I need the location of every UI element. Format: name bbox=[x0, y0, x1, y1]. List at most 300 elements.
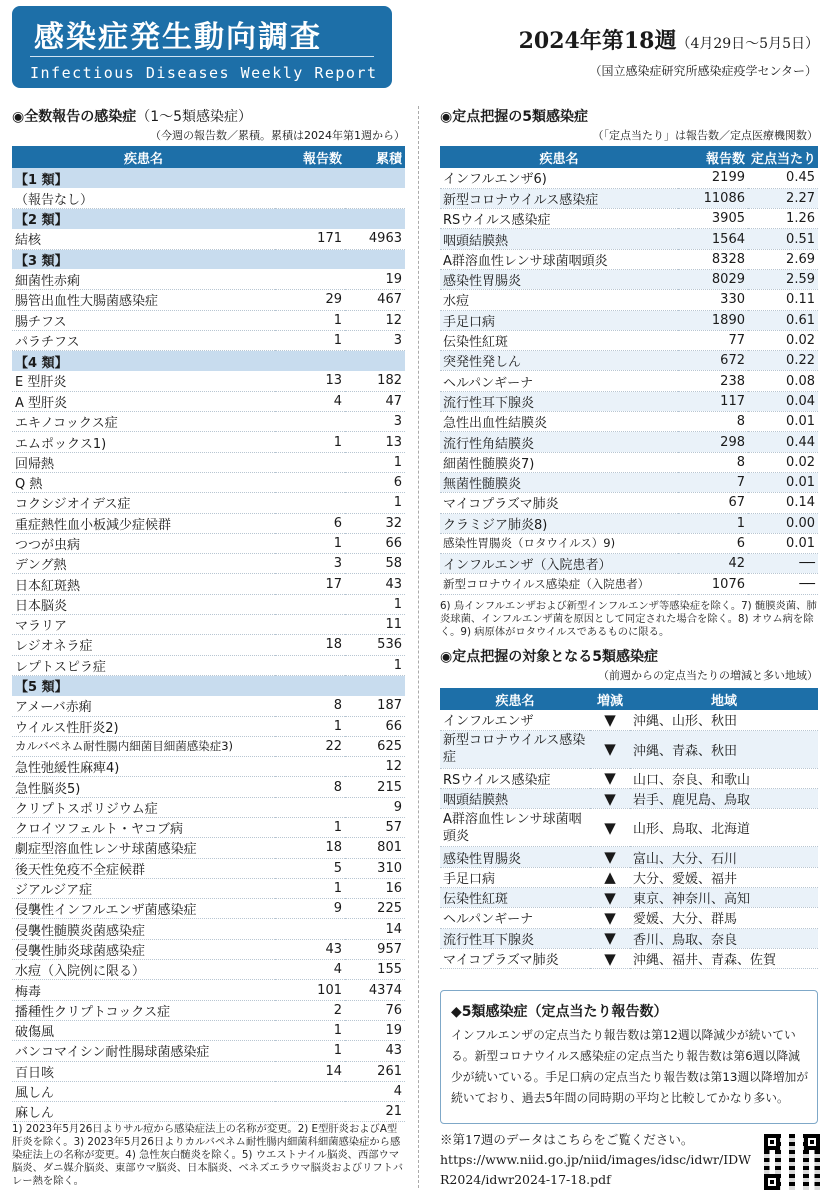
per-sentinel: 2.59 bbox=[748, 269, 818, 289]
per-sentinel: 0.45 bbox=[748, 168, 818, 188]
per-sentinel: 2.27 bbox=[748, 188, 818, 208]
per-sentinel: 0.04 bbox=[748, 391, 818, 411]
table-row bbox=[12, 696, 405, 716]
report-count: 9 bbox=[275, 899, 345, 919]
disease-name: 伝染性紅斑 bbox=[440, 330, 678, 350]
report-count: 1 bbox=[275, 1020, 345, 1040]
table-row bbox=[12, 330, 405, 350]
category-row bbox=[12, 675, 405, 695]
trend-cell bbox=[590, 809, 630, 847]
column-header: 定点当たり bbox=[748, 146, 818, 168]
data-url-link[interactable]: https://www.niid.go.jp/niid/images/idsc/idwr/IDWR2024/idwr2024-17-18.pdf bbox=[440, 1152, 752, 1187]
disease-name: 細菌性赤痢 bbox=[12, 269, 275, 289]
report-count bbox=[275, 594, 345, 614]
disease-name: 流行性耳下腺炎 bbox=[440, 391, 678, 411]
left-footnote: 1) 2023年5月26日よりサル痘から感染症法上の名称が変更。2) E型肝炎およびA型肝炎を除く。3) 2023年5月26日よりカルバペネム耐性腸内細菌科細菌感染症から感染症法上の名称が変更。4) 急性灰白髄炎を除く。5) ウエストナイル脳炎、西部ウマ脳炎、ダニ媒介脳炎、東部ウマ脳炎、日本脳炎、ベネズエラウマ脳炎およびリフトバレー熱を除く。 bbox=[12, 1123, 404, 1187]
region-list: 沖縄、山形、秋田 bbox=[630, 710, 818, 730]
summary-body: インフルエンザの定点当たり報告数は第12週以降減少が続いている。新型コロナウイルス感染症の定点当たり報告数は第6週以降減少が続いている。手足口病の定点当たり報告数は第13週以降増加が続いており、過去5年間の同時期の平均と比較してかなり多い。 bbox=[451, 1028, 809, 1105]
report-count: 672 bbox=[678, 351, 748, 371]
report-count bbox=[275, 269, 345, 289]
table-row bbox=[12, 838, 405, 858]
report-count: 117 bbox=[678, 391, 748, 411]
trend-cell bbox=[590, 928, 630, 948]
report-count bbox=[275, 412, 345, 432]
table-row bbox=[12, 1102, 405, 1122]
region-list: 香川、鳥取、奈良 bbox=[630, 928, 818, 948]
disease-name: 播種性クリプトコックス症 bbox=[12, 1000, 275, 1020]
column-header: 累積 bbox=[345, 146, 405, 168]
disease-name: 侵襲性肺炎球菌感染症 bbox=[12, 939, 275, 959]
header-banner bbox=[12, 6, 392, 88]
cumulative-count: 12 bbox=[345, 757, 405, 777]
report-count bbox=[275, 452, 345, 472]
disease-name: レジオネラ症 bbox=[12, 635, 275, 655]
disease-name: 急性弛緩性麻痺4) bbox=[12, 757, 275, 777]
per-sentinel: 0.01 bbox=[748, 472, 818, 492]
column-header: 疾患名 bbox=[440, 688, 590, 710]
disease-name: 百日咳 bbox=[12, 1061, 275, 1081]
per-sentinel: 0.11 bbox=[748, 290, 818, 310]
disease-name: RSウイルス感染症 bbox=[440, 768, 590, 788]
trend-cell bbox=[590, 887, 630, 907]
disease-name: Q 熱 bbox=[12, 472, 275, 492]
report-count: 1890 bbox=[678, 310, 748, 330]
disease-name: 後天性免疫不全症候群 bbox=[12, 858, 275, 878]
per-sentinel: 0.14 bbox=[748, 493, 818, 513]
disease-name: 流行性耳下腺炎 bbox=[440, 928, 590, 948]
cumulative-count: 16 bbox=[345, 878, 405, 898]
trend-cell bbox=[590, 948, 630, 968]
table-row bbox=[440, 188, 818, 208]
cumulative-count: 57 bbox=[345, 818, 405, 838]
disease-name: 腸チフス bbox=[12, 310, 275, 330]
report-count: 101 bbox=[275, 980, 345, 1000]
column-header: 報告数 bbox=[678, 146, 748, 168]
right-note: （「定点当たり」は報告数／定点医療機関数） bbox=[592, 129, 818, 142]
category-label: 【2 類】 bbox=[12, 209, 405, 229]
table-row bbox=[12, 960, 405, 980]
table-row bbox=[440, 371, 818, 391]
notifiable-table bbox=[12, 146, 405, 1122]
category-row bbox=[12, 249, 405, 269]
report-count: 43 bbox=[275, 939, 345, 959]
disease-name: コクシジオイデス症 bbox=[12, 493, 275, 513]
table-row bbox=[12, 1061, 405, 1081]
left-section-title bbox=[12, 106, 252, 126]
disease-name: 咽頭結膜熱 bbox=[440, 229, 678, 249]
report-count: 18 bbox=[275, 838, 345, 858]
report-count: 298 bbox=[678, 432, 748, 452]
disease-name: 感染性胃腸炎 bbox=[440, 847, 590, 867]
category-row bbox=[12, 209, 405, 229]
cumulative-count: 66 bbox=[345, 716, 405, 736]
per-sentinel: ── bbox=[748, 554, 818, 574]
left-title: ◉全数報告の感染症 bbox=[12, 109, 137, 125]
category-label: 【3 類】 bbox=[12, 249, 405, 269]
disease-name: 破傷風 bbox=[12, 1020, 275, 1040]
right-footnote: 6) 鳥インフルエンザおよび新型インフルエンザ等感染症を除く。7) 髄膜炎菌、肺炎球菌、インフルエンザ菌を原因として同定された場合を除く。8) オウム病を除く。9) 病原体がロタウイルスであるものに限る。 bbox=[440, 600, 817, 638]
disease-name: クリプトスポリジウム症 bbox=[12, 797, 275, 817]
region-list: 岩手、鹿児島、鳥取 bbox=[630, 789, 818, 809]
table-row bbox=[440, 168, 818, 188]
table-row bbox=[12, 818, 405, 838]
report-count bbox=[275, 757, 345, 777]
qr-code-icon[interactable] bbox=[764, 1134, 820, 1190]
cumulative-count: 3 bbox=[345, 330, 405, 350]
cumulative-count: 9 bbox=[345, 797, 405, 817]
region-list: 東京、神奈川、高知 bbox=[630, 887, 818, 907]
cumulative-count: 76 bbox=[345, 1000, 405, 1020]
cumulative-count: 58 bbox=[345, 554, 405, 574]
report-count: 238 bbox=[678, 371, 748, 391]
cumulative-count: 182 bbox=[345, 371, 405, 391]
arrow-down-icon: ▼ bbox=[604, 888, 616, 907]
report-count: 8 bbox=[275, 777, 345, 797]
table-row bbox=[12, 919, 405, 939]
disease-name: 急性出血性結膜炎 bbox=[440, 412, 678, 432]
report-count: 7 bbox=[678, 472, 748, 492]
table-row bbox=[12, 493, 405, 513]
disease-name: A群溶血性レンサ球菌咽頭炎 bbox=[440, 809, 590, 847]
report-count: 77 bbox=[678, 330, 748, 350]
table-row bbox=[440, 249, 818, 269]
cumulative-count: 1 bbox=[345, 493, 405, 513]
report-count: 1 bbox=[678, 513, 748, 533]
arrow-down-icon: ▼ bbox=[604, 848, 616, 867]
table-row bbox=[440, 809, 818, 847]
arrow-down-icon: ▼ bbox=[604, 818, 616, 837]
report-count: 11086 bbox=[678, 188, 748, 208]
report-title: 感染症発生動向調査 bbox=[34, 20, 322, 55]
disease-name: クロイツフェルト・ヤコブ病 bbox=[12, 818, 275, 838]
disease-name: 手足口病 bbox=[440, 310, 678, 330]
region-list: 愛媛、大分、群馬 bbox=[630, 908, 818, 928]
arrow-down-icon: ▼ bbox=[604, 740, 616, 759]
trend-cell bbox=[590, 867, 630, 887]
disease-name: E 型肝炎 bbox=[12, 371, 275, 391]
disease-name: A群溶血性レンサ球菌咽頭炎 bbox=[440, 249, 678, 269]
table-row bbox=[440, 493, 818, 513]
table-row bbox=[12, 757, 405, 777]
disease-name: クラミジア肺炎8) bbox=[440, 513, 678, 533]
cumulative-count: 1 bbox=[345, 452, 405, 472]
disease-name: アメーバ赤痢 bbox=[12, 696, 275, 716]
region-list: 沖縄、福井、青森、佐賀 bbox=[630, 948, 818, 968]
report-count: 22 bbox=[275, 736, 345, 756]
disease-name: （報告なし） bbox=[12, 188, 275, 208]
disease-name: レプトスピラ症 bbox=[12, 655, 275, 675]
category-label: 【5 類】 bbox=[12, 675, 405, 695]
report-count: 18 bbox=[275, 635, 345, 655]
table-row bbox=[12, 1000, 405, 1020]
table-row bbox=[12, 371, 405, 391]
table-row bbox=[12, 574, 405, 594]
report-count: 14 bbox=[275, 1061, 345, 1081]
disease-name: 伝染性紅斑 bbox=[440, 887, 590, 907]
disease-name: ジアルジア症 bbox=[12, 878, 275, 898]
cumulative-count: 225 bbox=[345, 899, 405, 919]
left-note: （今週の報告数／累積。累積は2024年第1週から） bbox=[150, 129, 405, 142]
table-row bbox=[440, 554, 818, 574]
report-count: 1 bbox=[275, 533, 345, 553]
report-count bbox=[275, 493, 345, 513]
cumulative-count: 625 bbox=[345, 736, 405, 756]
disease-name: マイコプラズマ肺炎 bbox=[440, 493, 678, 513]
trend-cell bbox=[590, 768, 630, 788]
disease-name: 感染性胃腸炎（ロタウイルス）9) bbox=[440, 533, 678, 553]
per-sentinel: 0.51 bbox=[748, 229, 818, 249]
disease-name: ウイルス性肝炎2) bbox=[12, 716, 275, 736]
table-row bbox=[12, 736, 405, 756]
cumulative-count: 66 bbox=[345, 533, 405, 553]
data-link-area bbox=[440, 1130, 760, 1190]
cumulative-count: 19 bbox=[345, 269, 405, 289]
table-row bbox=[12, 1041, 405, 1061]
column-header: 疾患名 bbox=[12, 146, 275, 168]
disease-name: エキノコックス症 bbox=[12, 412, 275, 432]
table-row bbox=[440, 229, 818, 249]
disease-name: 回帰熱 bbox=[12, 452, 275, 472]
table-row bbox=[440, 351, 818, 371]
category-row bbox=[12, 168, 405, 188]
disease-name: 細菌性髄膜炎7) bbox=[440, 452, 678, 472]
cumulative-count: 32 bbox=[345, 513, 405, 533]
summary-title: ◆5類感染症（定点当たり報告数） bbox=[451, 1004, 668, 1020]
cumulative-count: 536 bbox=[345, 635, 405, 655]
cumulative-count: 43 bbox=[345, 1041, 405, 1061]
report-count: 4 bbox=[275, 391, 345, 411]
cumulative-count: 155 bbox=[345, 960, 405, 980]
report-count: 8029 bbox=[678, 269, 748, 289]
report-count: 1 bbox=[275, 330, 345, 350]
disease-name: RSウイルス感染症 bbox=[440, 209, 678, 229]
cumulative-count: 13 bbox=[345, 432, 405, 452]
disease-name: インフルエンザ6) bbox=[440, 168, 678, 188]
column-header: 増減 bbox=[590, 688, 630, 710]
cumulative-count: 957 bbox=[345, 939, 405, 959]
trend-note: （前週からの定点当たりの増減と多い地域） bbox=[598, 669, 818, 682]
column-header: 地域 bbox=[630, 688, 818, 710]
disease-name: 梅毒 bbox=[12, 980, 275, 1000]
report-count: 6 bbox=[678, 533, 748, 553]
report-count: 1 bbox=[275, 818, 345, 838]
disease-name: 重症熱性血小板減少症候群 bbox=[12, 513, 275, 533]
disease-name: 手足口病 bbox=[440, 867, 590, 887]
cumulative-count: 14 bbox=[345, 919, 405, 939]
disease-name: エムポックス1) bbox=[12, 432, 275, 452]
cumulative-count: 4374 bbox=[345, 980, 405, 1000]
report-count: 330 bbox=[678, 290, 748, 310]
table-row bbox=[12, 472, 405, 492]
table-row bbox=[440, 432, 818, 452]
disease-name: A 型肝炎 bbox=[12, 391, 275, 411]
disease-name: 無菌性髄膜炎 bbox=[440, 472, 678, 492]
table-row bbox=[440, 269, 818, 289]
report-count bbox=[275, 1102, 345, 1122]
issue-range: （4月29日～5月5日） bbox=[676, 36, 819, 52]
per-sentinel: 2.69 bbox=[748, 249, 818, 269]
disease-name: 咽頭結膜熱 bbox=[440, 789, 590, 809]
per-sentinel: 0.02 bbox=[748, 330, 818, 350]
issue-number: 2024年第18週 bbox=[518, 28, 677, 54]
disease-name: 水痘 bbox=[440, 290, 678, 310]
disease-name: 新型コロナウイルス感染症 bbox=[440, 730, 590, 768]
trend-cell bbox=[590, 710, 630, 730]
arrow-down-icon: ▼ bbox=[604, 908, 616, 927]
disease-name: マラリア bbox=[12, 615, 275, 635]
report-count bbox=[275, 655, 345, 675]
disease-name: 風しん bbox=[12, 1081, 275, 1101]
table-row bbox=[12, 878, 405, 898]
report-count: 8328 bbox=[678, 249, 748, 269]
disease-name: 侵襲性インフルエンザ菌感染症 bbox=[12, 899, 275, 919]
table-row bbox=[12, 229, 405, 249]
table-row bbox=[12, 777, 405, 797]
report-count: 1564 bbox=[678, 229, 748, 249]
table-row bbox=[440, 730, 818, 768]
arrow-up-icon: ▲ bbox=[604, 868, 616, 887]
report-count bbox=[275, 188, 345, 208]
disease-name: 水痘（入院例に限る） bbox=[12, 960, 275, 980]
report-count: 1 bbox=[275, 878, 345, 898]
report-count: 8 bbox=[678, 452, 748, 472]
table-row bbox=[440, 867, 818, 887]
category-row bbox=[12, 351, 405, 371]
column-header: 報告数 bbox=[275, 146, 345, 168]
table-row bbox=[12, 655, 405, 675]
report-count: 1 bbox=[275, 432, 345, 452]
region-list: 山形、鳥取、北海道 bbox=[630, 809, 818, 847]
table-row bbox=[12, 939, 405, 959]
report-count bbox=[275, 1081, 345, 1101]
arrow-down-icon: ▼ bbox=[604, 710, 616, 729]
disease-name: 麻しん bbox=[12, 1102, 275, 1122]
table-row bbox=[440, 330, 818, 350]
table-row bbox=[440, 887, 818, 907]
cumulative-count: 21 bbox=[345, 1102, 405, 1122]
table-row bbox=[440, 533, 818, 553]
table-row bbox=[440, 789, 818, 809]
report-count: 1 bbox=[275, 310, 345, 330]
cumulative-count: 43 bbox=[345, 574, 405, 594]
cumulative-count: 3 bbox=[345, 412, 405, 432]
per-sentinel: 0.44 bbox=[748, 432, 818, 452]
table-row bbox=[12, 635, 405, 655]
table-row bbox=[12, 412, 405, 432]
trend-cell bbox=[590, 908, 630, 928]
left-title-sub: （1～5類感染症） bbox=[136, 109, 253, 125]
trend-table bbox=[440, 688, 818, 969]
table-row bbox=[12, 899, 405, 919]
cumulative-count bbox=[345, 188, 405, 208]
table-row bbox=[440, 710, 818, 730]
report-count: 42 bbox=[678, 554, 748, 574]
disease-name: 結核 bbox=[12, 229, 275, 249]
report-count: 4 bbox=[275, 960, 345, 980]
trend-section-title: ◉定点把握の対象となる5類感染症 bbox=[440, 649, 658, 665]
table-row bbox=[12, 1081, 405, 1101]
per-sentinel: 0.00 bbox=[748, 513, 818, 533]
report-count: 8 bbox=[275, 696, 345, 716]
trend-header-row bbox=[440, 688, 818, 710]
table-row bbox=[12, 310, 405, 330]
trend-cell bbox=[590, 789, 630, 809]
column-divider bbox=[418, 106, 419, 1188]
trend-cell bbox=[590, 847, 630, 867]
publisher: （国立感染症研究所感染症疫学センター） bbox=[589, 64, 817, 78]
disease-name: マイコプラズマ肺炎 bbox=[440, 948, 590, 968]
cumulative-count: 4 bbox=[345, 1081, 405, 1101]
arrow-down-icon: ▼ bbox=[604, 929, 616, 948]
sentinel-table bbox=[440, 146, 818, 595]
table-row bbox=[440, 391, 818, 411]
table-row bbox=[440, 847, 818, 867]
per-sentinel: 0.01 bbox=[748, 533, 818, 553]
cumulative-count: 801 bbox=[345, 838, 405, 858]
per-sentinel: 0.01 bbox=[748, 412, 818, 432]
report-count: 6 bbox=[275, 513, 345, 533]
table-row bbox=[440, 768, 818, 788]
table-row bbox=[12, 1020, 405, 1040]
report-count bbox=[275, 615, 345, 635]
disease-name: 感染性胃腸炎 bbox=[440, 269, 678, 289]
cumulative-count: 1 bbox=[345, 594, 405, 614]
report-count bbox=[275, 472, 345, 492]
summary-box bbox=[440, 990, 818, 1124]
table-row bbox=[12, 594, 405, 614]
cumulative-count: 1 bbox=[345, 655, 405, 675]
table-row bbox=[440, 290, 818, 310]
disease-name: パラチフス bbox=[12, 330, 275, 350]
right-header-row bbox=[440, 146, 818, 168]
cumulative-count: 12 bbox=[345, 310, 405, 330]
per-sentinel: 1.26 bbox=[748, 209, 818, 229]
disease-name: 急性脳炎5) bbox=[12, 777, 275, 797]
report-count: 1 bbox=[275, 716, 345, 736]
report-count: 1 bbox=[275, 1041, 345, 1061]
table-row bbox=[440, 928, 818, 948]
report-count: 13 bbox=[275, 371, 345, 391]
cumulative-count: 467 bbox=[345, 290, 405, 310]
cumulative-count: 19 bbox=[345, 1020, 405, 1040]
table-row bbox=[12, 858, 405, 878]
url-note: ※第17週のデータはこちらをご覧ください。 bbox=[440, 1132, 694, 1147]
table-row bbox=[12, 797, 405, 817]
cumulative-count: 187 bbox=[345, 696, 405, 716]
report-count: 3 bbox=[275, 554, 345, 574]
table-row bbox=[12, 290, 405, 310]
disease-name: 流行性角結膜炎 bbox=[440, 432, 678, 452]
report-count: 5 bbox=[275, 858, 345, 878]
disease-name: つつが虫病 bbox=[12, 533, 275, 553]
table-row bbox=[12, 554, 405, 574]
table-row bbox=[440, 452, 818, 472]
disease-name: バンコマイシン耐性腸球菌感染症 bbox=[12, 1041, 275, 1061]
disease-name: インフルエンザ（入院患者） bbox=[440, 554, 678, 574]
disease-name: カルバペネム耐性腸内細菌目細菌感染症3) bbox=[12, 736, 275, 756]
disease-name: 日本紅斑熱 bbox=[12, 574, 275, 594]
trend-cell bbox=[590, 730, 630, 768]
report-count: 2199 bbox=[678, 168, 748, 188]
region-list: 富山、大分、石川 bbox=[630, 847, 818, 867]
region-list: 山口、奈良、和歌山 bbox=[630, 768, 818, 788]
per-sentinel: 0.22 bbox=[748, 351, 818, 371]
disease-name: 突発性発しん bbox=[440, 351, 678, 371]
cumulative-count: 261 bbox=[345, 1061, 405, 1081]
report-count: 171 bbox=[275, 229, 345, 249]
header-rule bbox=[30, 56, 374, 57]
table-row bbox=[12, 269, 405, 289]
